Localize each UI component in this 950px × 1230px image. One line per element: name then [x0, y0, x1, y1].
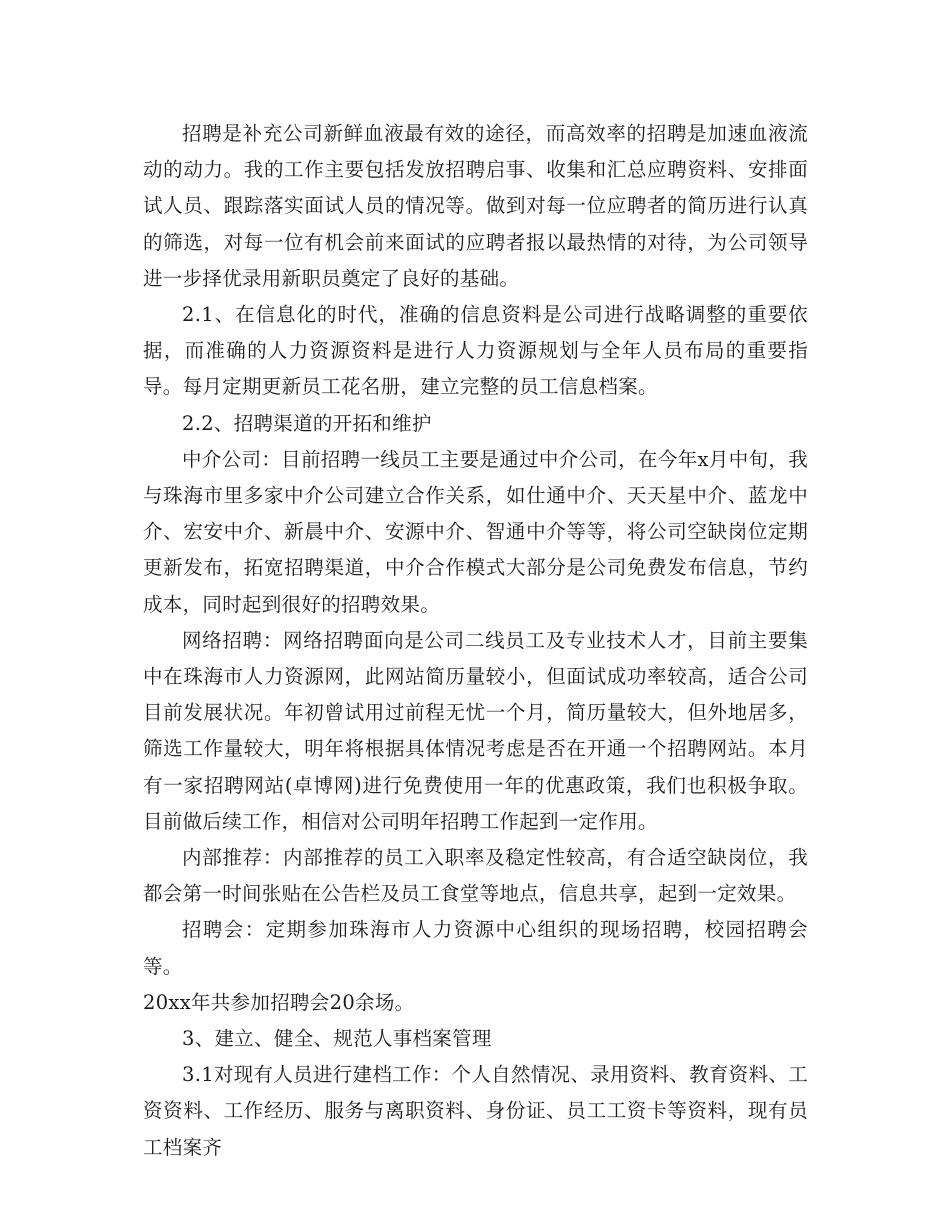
paragraph-internal-referral: 内部推荐：内部推荐的员工入职率及稳定性较高，有合适空缺岗位，我都会第一时间张贴在公告栏及员工食堂等地点，信息共享，起到一定效果。 — [143, 846, 808, 906]
paragraph-job-fair: 招聘会：定期参加珠海市人力资源中心组织的现场招聘，校园招聘会等。 — [143, 918, 808, 978]
paragraph-online-recruitment: 网络招聘：网络招聘面向是公司二线员工及专业技术人才，目前主要集中在珠海市人力资源网，此网站简历量较小，但面试成功率较高，适合公司目前发展状况。年初曾试用过前程无忧一个月，简历量较大，但外地居多，筛选工作量较大，明年将根据具体情况考虑是否在开通一个招聘网站。本月有一家招聘网站(卓博网)进行免费使用一年的优惠政策，我们也积极争取。目前做后续工作，相信对公司明年招聘工作起到一定作用。 — [143, 628, 808, 833]
paragraph-job-fair-count: 20xx年共参加招聘会20余场。 — [143, 990, 415, 1014]
paragraph-section-2-1: 2.1、在信息化的时代，准确的信息资料是公司进行战略调整的重要依据，而准确的人力资源资料是进行人力资源规划与全年人员布局的重要指导。每月定期更新员工花名册，建立完整的员工信息档案。 — [143, 303, 808, 399]
paragraph-agency: 中介公司：目前招聘一线员工主要是通过中介公司，在今年x月中旬，我与珠海市里多家中介公司建立合作关系，如仕通中介、天天星中介、蓝龙中介、宏安中介、新晨中介、安源中介、智通中介等等，将公司空缺岗位定期更新发布，拓宽招聘渠道，中介合作模式大部分是公司免费发布信息，节约成本，同时起到很好的招聘效果。 — [143, 447, 808, 616]
paragraph-section-2-2-heading: 2.2、招聘渠道的开拓和维护 — [182, 411, 432, 435]
paragraph-section-3-heading: 3、建立、健全、规范人事档案管理 — [182, 1027, 492, 1051]
paragraph-recruitment-intro: 招聘是补充公司新鲜血液最有效的途径，而高效率的招聘是加速血液流动的动力。我的工作主要包括发放招聘启事、收集和汇总应聘资料、安排面试人员、跟踪落实面试人员的情况等。做到对每一位应聘者的简历进行认真的筛选，对每一位有机会前来面试的应聘者报以最热情的对待，为公司领导进一步择优录用新职员奠定了良好的基础。 — [143, 122, 808, 290]
document-body — [143, 116, 808, 1166]
paragraph-section-3-1: 3.1对现有人员进行建档工作：个人自然情况、录用资料、教育资料、工资资料、工作经历、服务与离职资料、身份证、员工工资卡等资料，现有员工档案齐 — [143, 1063, 808, 1159]
